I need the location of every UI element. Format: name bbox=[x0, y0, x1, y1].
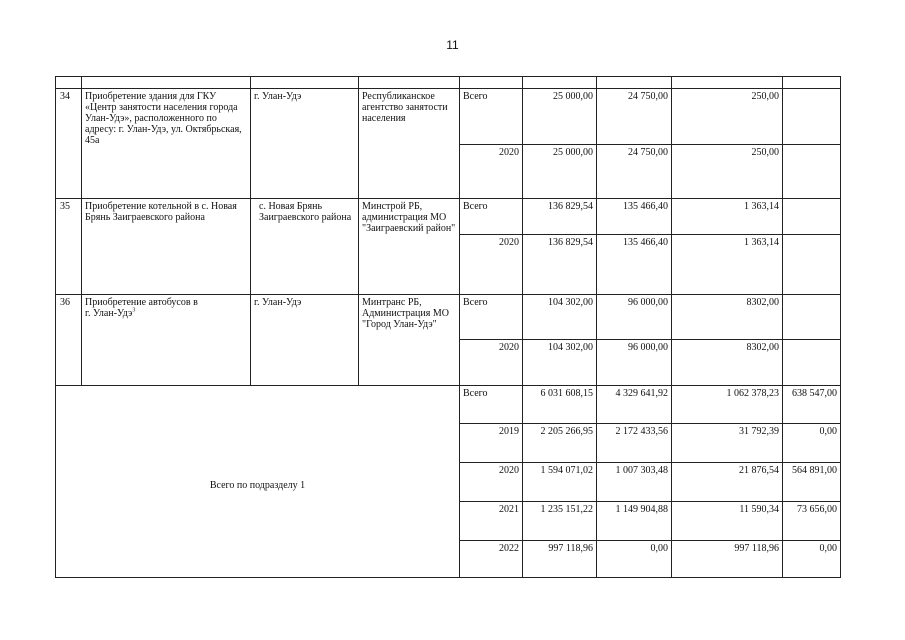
local-cell bbox=[783, 199, 841, 235]
period-label: 2020 bbox=[460, 463, 523, 502]
period-label: 2019 bbox=[460, 424, 523, 463]
federal-cell: 96 000,00 bbox=[597, 295, 672, 340]
period-label: 2020 bbox=[460, 235, 523, 295]
item-name bbox=[82, 295, 251, 386]
item-name-text: Приобретение автобусов в г. Улан-Удэ bbox=[85, 297, 198, 319]
sum-cell: 136 829,54 bbox=[523, 235, 597, 295]
table-row bbox=[56, 199, 841, 235]
item-name: Приобретение котельной в с. Новая Брянь Заиграевского района bbox=[82, 199, 251, 295]
item-location: г. Улан-Удэ bbox=[251, 295, 359, 386]
sum-cell: 25 000,00 bbox=[523, 89, 597, 145]
local-cell bbox=[783, 89, 841, 145]
item-customer: Республиканское агентство занятости населения bbox=[359, 89, 460, 199]
republic-cell: 11 590,34 bbox=[672, 502, 783, 541]
item-customer: Минстрой РБ, администрация МО "Заиграевский район" bbox=[359, 199, 460, 295]
federal-cell: 2 172 433,56 bbox=[597, 424, 672, 463]
local-cell bbox=[783, 295, 841, 340]
period-label: 2021 bbox=[460, 502, 523, 541]
row-index: 35 bbox=[56, 199, 82, 295]
local-cell: 0,00 bbox=[783, 541, 841, 578]
header-cell bbox=[672, 77, 783, 89]
period-label: Всего bbox=[460, 295, 523, 340]
header-cell bbox=[523, 77, 597, 89]
table-header-strip bbox=[56, 77, 841, 89]
federal-cell: 24 750,00 bbox=[597, 145, 672, 199]
subtotal-label-text: Всего по подразделу 1 bbox=[209, 480, 306, 491]
republic-cell: 250,00 bbox=[672, 89, 783, 145]
sum-cell: 104 302,00 bbox=[523, 295, 597, 340]
period-label: 2022 bbox=[460, 541, 523, 578]
period-label: 2020 bbox=[460, 145, 523, 199]
sum-cell: 2 205 266,95 bbox=[523, 424, 597, 463]
row-index: 34 bbox=[56, 89, 82, 199]
sum-cell: 104 302,00 bbox=[523, 340, 597, 386]
republic-cell: 250,00 bbox=[672, 145, 783, 199]
period-label: Всего bbox=[460, 386, 523, 424]
republic-cell: 1 363,14 bbox=[672, 235, 783, 295]
federal-cell: 135 466,40 bbox=[597, 235, 672, 295]
federal-cell: 96 000,00 bbox=[597, 340, 672, 386]
item-customer: Минтранс РБ, Администрация МО "Город Улан-Удэ" bbox=[359, 295, 460, 386]
period-label: 2020 bbox=[460, 340, 523, 386]
sum-cell: 6 031 608,15 bbox=[523, 386, 597, 424]
table-row bbox=[56, 295, 841, 340]
republic-cell: 8302,00 bbox=[672, 340, 783, 386]
subtotal-label bbox=[56, 386, 460, 578]
period-label: Всего bbox=[460, 199, 523, 235]
republic-cell: 8302,00 bbox=[672, 295, 783, 340]
subtotal-row bbox=[56, 386, 841, 424]
local-cell bbox=[783, 235, 841, 295]
federal-cell: 4 329 641,92 bbox=[597, 386, 672, 424]
republic-cell: 31 792,39 bbox=[672, 424, 783, 463]
sum-cell: 136 829,54 bbox=[523, 199, 597, 235]
header-cell bbox=[56, 77, 82, 89]
item-location: г. Улан-Удэ bbox=[251, 89, 359, 199]
page-number: 11 bbox=[446, 38, 459, 52]
item-name: Приобретение здания для ГКУ «Центр занятости населения города Улан-Удэ», расположенного по адресу: г. Улан-Удэ, ул. Октябрьская, 45а bbox=[82, 89, 251, 199]
header-cell bbox=[82, 77, 251, 89]
local-cell bbox=[783, 340, 841, 386]
sum-cell: 997 118,96 bbox=[523, 541, 597, 578]
local-cell: 564 891,00 bbox=[783, 463, 841, 502]
federal-cell: 0,00 bbox=[597, 541, 672, 578]
sum-cell: 25 000,00 bbox=[523, 145, 597, 199]
federal-cell: 24 750,00 bbox=[597, 89, 672, 145]
republic-cell: 1 363,14 bbox=[672, 199, 783, 235]
sum-cell: 1 235 151,22 bbox=[523, 502, 597, 541]
footnote-mark: 3 bbox=[132, 307, 136, 314]
republic-cell: 1 062 378,23 bbox=[672, 386, 783, 424]
republic-cell: 997 118,96 bbox=[672, 541, 783, 578]
local-cell: 73 656,00 bbox=[783, 502, 841, 541]
item-location: с. Новая Брянь Заиграевского района bbox=[251, 199, 359, 295]
budget-table bbox=[55, 76, 841, 578]
local-cell: 638 547,00 bbox=[783, 386, 841, 424]
table-row bbox=[56, 89, 841, 145]
sum-cell: 1 594 071,02 bbox=[523, 463, 597, 502]
federal-cell: 1 149 904,88 bbox=[597, 502, 672, 541]
republic-cell: 21 876,54 bbox=[672, 463, 783, 502]
local-cell: 0,00 bbox=[783, 424, 841, 463]
header-cell bbox=[783, 77, 841, 89]
federal-cell: 135 466,40 bbox=[597, 199, 672, 235]
header-cell bbox=[359, 77, 460, 89]
header-cell bbox=[597, 77, 672, 89]
local-cell bbox=[783, 145, 841, 199]
federal-cell: 1 007 303,48 bbox=[597, 463, 672, 502]
header-cell bbox=[460, 77, 523, 89]
period-label: Всего bbox=[460, 89, 523, 145]
header-cell bbox=[251, 77, 359, 89]
row-index: 36 bbox=[56, 295, 82, 386]
